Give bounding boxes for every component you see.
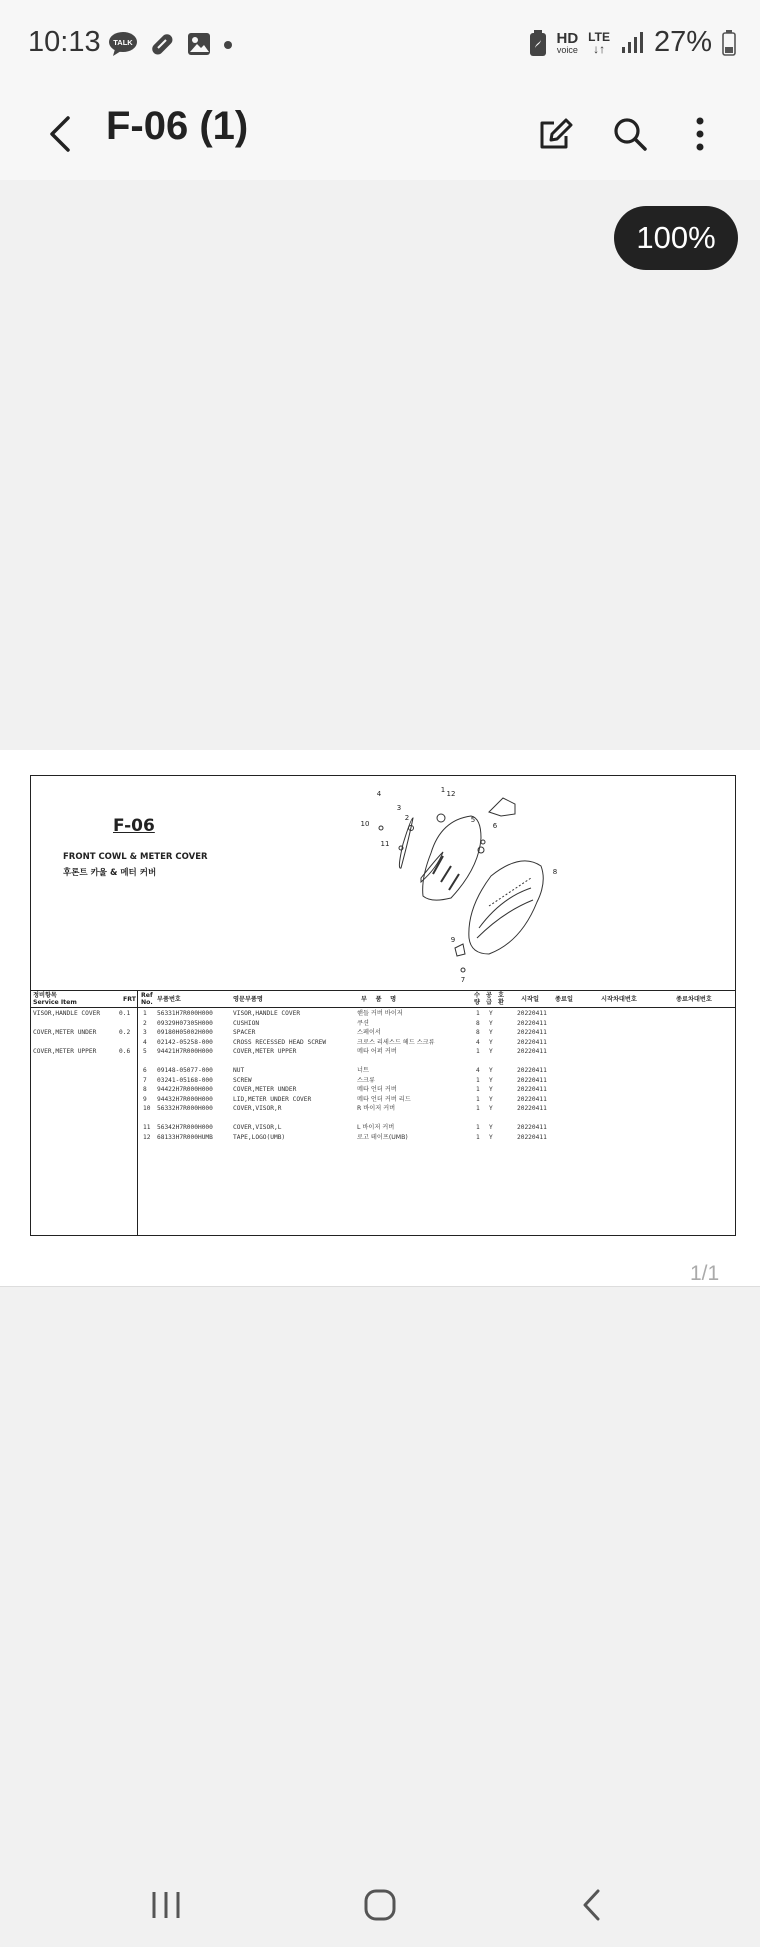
row-start-date: 20220411 — [517, 1086, 547, 1093]
row-part-number: 94421H7R000H000 — [157, 1048, 213, 1055]
row-english-name: SCREW — [233, 1076, 252, 1084]
hd-voice-icon — [557, 31, 579, 55]
row-korean-name: 너트 — [357, 1067, 369, 1074]
callout-8: 8 — [552, 868, 558, 876]
header-frt: FRT — [123, 996, 136, 1003]
row-part-number: 94432H7R000H000 — [157, 1095, 213, 1103]
row-english-name: TAPE,LOGO(UMB) — [233, 1133, 286, 1141]
callout-2: 2 — [404, 814, 410, 822]
edit-button[interactable] — [528, 106, 584, 162]
exploded-parts-diagram — [351, 778, 731, 992]
row-quantity: 8 — [476, 1029, 480, 1036]
visor-cover-l-shape — [421, 852, 443, 882]
edit-icon — [536, 114, 576, 154]
row-ref: 6 — [143, 1067, 147, 1074]
row-korean-name: 메타 언더 커버 리드 — [357, 1095, 411, 1103]
row-start-date: 20220411 — [517, 1048, 547, 1055]
row-quantity: 1 — [476, 1105, 480, 1112]
talk-label: TALK — [113, 38, 133, 47]
voice-label: voice — [556, 44, 578, 55]
row-ref: 9 — [143, 1095, 147, 1103]
row-english-name: COVER,VISOR,L — [233, 1124, 282, 1131]
row-ref: 8 — [143, 1086, 147, 1093]
row-quantity: 1 — [476, 1095, 480, 1103]
row-supply: Y — [489, 1105, 493, 1112]
row-supply: Y — [489, 1086, 493, 1093]
header-start-vin: 시작차대번호 — [601, 996, 637, 1003]
row-english-name: NUT — [233, 1067, 245, 1074]
table-column-divider — [137, 990, 138, 1236]
row-english-name: VISOR,HANDLE COVER — [233, 1010, 301, 1017]
header-end-date: 종료일 — [555, 996, 573, 1003]
row-ref: 4 — [143, 1038, 147, 1046]
row-quantity: 1 — [476, 1076, 480, 1084]
row-ref: 7 — [143, 1076, 147, 1084]
document-page[interactable] — [0, 750, 760, 1286]
home-button[interactable] — [350, 1880, 410, 1930]
service-item-name: COVER,METER UPPER — [33, 1048, 97, 1055]
callout-5: 5 — [470, 816, 476, 824]
row-part-number: 56342H7R000H000 — [157, 1124, 213, 1131]
row-part-number: 09329H07305H000 — [157, 1019, 213, 1027]
row-english-name: LID,METER UNDER COVER — [233, 1095, 312, 1103]
callout-3: 3 — [396, 804, 402, 812]
row-korean-name: L 바이저 커버 — [357, 1124, 395, 1131]
search-icon — [610, 114, 650, 154]
header-quantity: 수 량 — [474, 992, 480, 1006]
row-korean-name: 로고 테이프(UMB) — [357, 1133, 408, 1141]
row-supply: Y — [489, 1095, 493, 1103]
row-start-date: 20220411 — [517, 1133, 547, 1141]
zoom-level-badge: 100% — [614, 206, 738, 270]
page-divider — [0, 1286, 760, 1287]
row-quantity: 4 — [476, 1038, 480, 1046]
row-start-date: 20220411 — [517, 1124, 547, 1131]
meter-under-cover-shape — [469, 861, 543, 954]
dot-icon — [222, 38, 234, 50]
header-service-item: 정비항목 Service Item — [33, 992, 77, 1006]
service-item-name: COVER,METER UNDER — [33, 1029, 97, 1036]
row-part-number: 02142-05258-000 — [157, 1038, 213, 1046]
row-ref: 10 — [143, 1105, 151, 1112]
service-item-frt: 0.1 — [119, 1010, 131, 1017]
handle-cover-visor-shape — [423, 816, 481, 900]
image-icon — [186, 31, 212, 57]
row-ref: 11 — [143, 1124, 151, 1131]
notification-icons — [108, 30, 234, 58]
service-item-name: VISOR,HANDLE COVER — [33, 1010, 101, 1017]
row-start-date: 20220411 — [517, 1038, 547, 1046]
row-english-name: COVER,METER UNDER — [233, 1086, 297, 1093]
header-part-number: 부품번호 — [157, 996, 181, 1003]
data-arrows-icon: ↓↑ — [593, 41, 606, 56]
header-ref-no: Ref No. — [141, 992, 153, 1006]
row-quantity: 8 — [476, 1019, 480, 1027]
row-korean-name: 쿠션 — [357, 1019, 369, 1027]
row-supply: Y — [489, 1048, 493, 1055]
page-indicator: 1/1 — [690, 1262, 720, 1285]
row-start-date: 20220411 — [517, 1010, 547, 1017]
sheet-title-korean: 후론트 카울 & 메터 커버 — [63, 868, 157, 878]
header-korean-name: 부 품 명 — [361, 996, 397, 1003]
row-korean-name: 메타 언더 커버 — [357, 1086, 397, 1093]
row-start-date: 20220411 — [517, 1076, 547, 1084]
talk-icon — [108, 31, 138, 57]
header-end-vin: 종료차대번호 — [676, 996, 712, 1003]
row-quantity: 4 — [476, 1067, 480, 1074]
search-button[interactable] — [602, 106, 658, 162]
lte-label: LTE — [588, 29, 610, 44]
row-part-number: 09180H05002H000 — [157, 1029, 213, 1036]
row-part-number: 68133H7R000HUMB — [157, 1133, 213, 1141]
row-part-number: 03241-05168-000 — [157, 1076, 213, 1084]
row-english-name: CUSHION — [233, 1019, 260, 1027]
home-icon — [363, 1888, 397, 1922]
battery-percent: 27% — [653, 26, 712, 58]
meter-upper-cover-shape — [489, 798, 515, 816]
header-start-date: 시작일 — [521, 996, 539, 1003]
callout-4: 4 — [376, 790, 382, 798]
more-options-button[interactable] — [672, 106, 728, 162]
callout-10: 10 — [360, 820, 370, 828]
row-supply: Y — [489, 1019, 493, 1027]
back-button[interactable] — [40, 106, 84, 162]
row-supply: Y — [489, 1010, 493, 1017]
callout-7: 7 — [460, 976, 466, 984]
row-start-date: 20220411 — [517, 1105, 547, 1112]
row-quantity: 1 — [476, 1124, 480, 1131]
recents-icon — [149, 1890, 183, 1920]
row-english-name: CROSS RECESSED HEAD SCREW — [233, 1038, 327, 1046]
back-icon — [40, 106, 84, 162]
row-korean-name: R 바이저 커버 — [357, 1105, 396, 1112]
row-supply: Y — [489, 1038, 493, 1046]
lte-icon — [588, 31, 610, 55]
callout-9: 9 — [450, 936, 456, 944]
sheet-title-english: FRONT COWL & METER COVER — [63, 852, 208, 862]
row-part-number: 56331H7R000H000 — [157, 1010, 213, 1017]
parts-sheet — [30, 775, 736, 1236]
service-item-frt: 0.2 — [119, 1029, 131, 1036]
row-ref: 3 — [143, 1029, 147, 1036]
row-korean-name: 스페이서 — [357, 1029, 381, 1036]
row-quantity: 1 — [476, 1010, 480, 1017]
status-time: 10:13 — [28, 26, 101, 58]
callout-12: 12 — [446, 790, 456, 798]
row-english-name: COVER,METER UPPER — [233, 1048, 297, 1055]
header-interchange: 호 환 — [498, 992, 504, 1006]
row-ref: 1 — [143, 1010, 147, 1017]
document-title: F-06 (1) — [106, 104, 249, 148]
row-supply: Y — [489, 1029, 493, 1036]
more-vert-icon — [690, 114, 710, 154]
row-part-number: 09148-05077-000 — [157, 1067, 213, 1074]
row-korean-name: 크로스 리세스드 헤드 스크류 — [357, 1038, 435, 1046]
pill-icon — [148, 30, 176, 58]
sheet-code: F-06 — [113, 816, 155, 836]
row-quantity: 1 — [476, 1086, 480, 1093]
row-quantity: 1 — [476, 1133, 480, 1141]
app-bar — [0, 88, 760, 180]
row-supply: Y — [489, 1076, 493, 1084]
recents-button[interactable] — [136, 1880, 196, 1930]
row-start-date: 20220411 — [517, 1067, 547, 1074]
row-start-date: 20220411 — [517, 1019, 547, 1027]
hd-label: HD — [556, 29, 579, 47]
row-part-number: 94422H7R000H000 — [157, 1086, 213, 1093]
battery-icon — [722, 30, 736, 56]
meter-lid-shape — [455, 944, 465, 956]
header-supply: 공 급 — [486, 992, 492, 1006]
row-korean-name: 스크류 — [357, 1076, 375, 1084]
battery-saver-icon — [529, 29, 547, 57]
row-start-date: 20220411 — [517, 1029, 547, 1036]
row-korean-name: 메타 어퍼 커버 — [357, 1048, 397, 1055]
row-supply: Y — [489, 1133, 493, 1141]
callout-11: 11 — [380, 840, 390, 848]
row-start-date: 20220411 — [517, 1095, 547, 1103]
status-bar — [0, 0, 760, 88]
system-back-button[interactable] — [562, 1880, 622, 1930]
back-nav-icon — [580, 1888, 604, 1922]
row-english-name: SPACER — [233, 1029, 256, 1036]
row-supply: Y — [489, 1124, 493, 1131]
callout-6: 6 — [492, 822, 498, 830]
callout-1: 1 — [440, 786, 446, 794]
row-supply: Y — [489, 1067, 493, 1074]
system-icons — [529, 26, 737, 59]
signal-icon — [620, 31, 644, 55]
navigation-bar — [0, 1862, 760, 1947]
row-part-number: 56332H7R000H000 — [157, 1105, 213, 1112]
row-ref: 12 — [143, 1133, 151, 1141]
service-item-frt: 0.6 — [119, 1048, 131, 1055]
row-ref: 2 — [143, 1019, 147, 1027]
row-korean-name: 핸들 커버 바이저 — [357, 1010, 403, 1017]
row-quantity: 1 — [476, 1048, 480, 1055]
row-english-name: COVER,VISOR,R — [233, 1105, 282, 1112]
row-ref: 5 — [143, 1048, 147, 1055]
header-english-name: 영문부품명 — [233, 996, 263, 1003]
